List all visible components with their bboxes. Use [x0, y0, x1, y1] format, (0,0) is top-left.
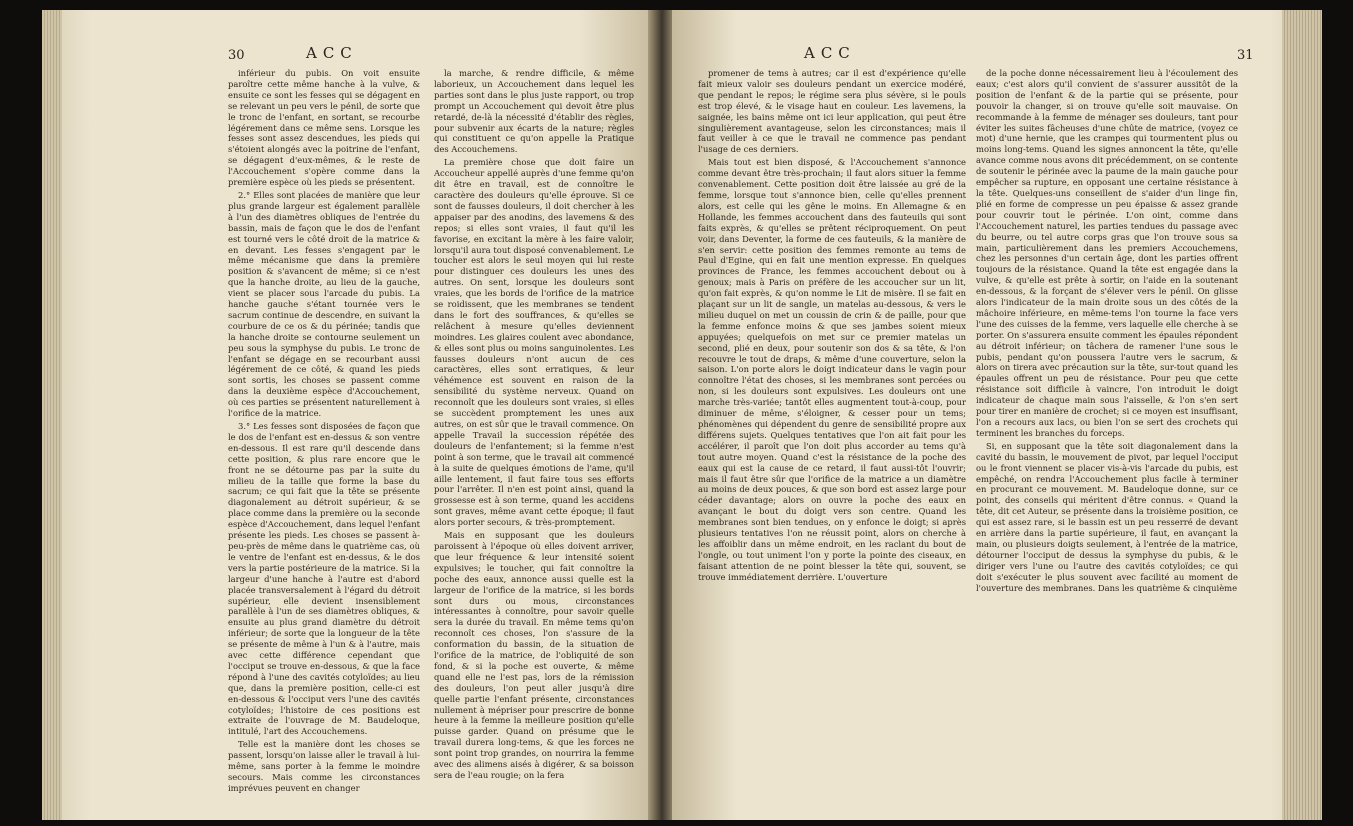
page-edge: [1282, 10, 1322, 820]
paragraph: 3.° Les fesses sont disposées de façon que le dos de l'enfant est en-dessus & son ventre en-dessous. Il est rare qu'il descende dans cette position, & plus rare encore que le front ne se détourne pas par la suite du milieu de la taille que forme la base du sacrum; ce qui fait que la tête se présente diagonalement au détroit supérieur, & se place comme dans la première ou la seconde espèce d'Accouchement, dans lequel l'enfant présente les pieds. Les choses se passent à-peu-près de même dans le quatrième cas, où le ventre de l'enfant est en-dessus, & le dos vers la partie postérieure de la matrice. Si la largeur d'une hanche à l'autre est d'abord placée transversalement à l'égard du détroit supérieur, elle devient insensiblement parallèle à l'un de ses diamètres obliques, & ensuite au plus grand diamètre du détroit inférieur; de sorte que la longueur de la tête se présente de même à l'un & à l'autre, mais avec cette différence cependant que l'occiput se trouve en-dessous, & que la face répond à l'une des cavités cotyloïdes; au lieu que, dans la première position, celle-ci est en-dessous & l'occiput vers l'une des cavités cotyloïdes; l'histoire de ces positions est extraite de l'ouvrage de M. Baudeloque, intitulé, l'art des Accouchemens.: [228, 421, 420, 737]
paragraph: promener de tems à autres; car il est d'expérience qu'elle fait mieux valoir ses douleurs pendant un exercice modéré, que pendant le repos; le régime sera plus sévère, si le pouls est trop élevé, & le visage haut en couleur. Les lavemens, la saignée, les bains même ont ici leur application, qui peut être singulièrement avantageuse, selon les circonstances; mais il faut veiller à ce que le travail ne commence pas pendant l'usage de ces derniers.: [698, 68, 966, 155]
text-column-1: [228, 68, 420, 796]
paragraph: La première chose que doit faire un Accoucheur appellé auprès d'une femme qu'on dit être en travail, est de connoître le caractère des douleurs qu'elle éprouve. Si ce sont de fausses douleurs, il doit chercher à les appaiser par des anodins, des lavemens & des repos; si elles sont vraies, il faut qu'il les favorise, en excitant la mère à les faire valoir, lorsqu'il aura tout disposé convenablement. Le toucher est alors le seul moyen qui lui reste pour distinguer ces douleurs les unes des autres. On sent, lorsque les douleurs sont vraies, que les bords de l'orifice de la matrice se roidissent, que les membranes se tendent dans le fort des souffrances, & qu'elles se relâchent à mesure qu'elles deviennent moindres. Les glaires coulent avec abondance, & elles sont plus ou moins sanguinolentes. Les fausses douleurs n'ont aucun de ces caractères, elles sont erratiques, & leur véhémence est souvent en raison de la sensibilité du système nerveux. Quand on reconnoît que les douleurs sont vraies, si elles se succèdent promptement les unes aux autres, on est sûr que le travail commence. On appelle Travail la succession répétée des douleurs de l'enfantement; si la femme n'est point à son terme, que le travail ait commencé à la suite de quelques émotions de l'ame, qu'il aille lentement, il faut faire tous ses efforts pour l'arrêter. Il n'en est point ainsi, quand la grossesse est à son terme, quand les accidens sont graves, même avant cette époque; il faut alors porter secours, & très-promptement.: [434, 157, 634, 528]
page-edge: [42, 10, 62, 820]
running-head: ACC: [306, 44, 358, 62]
left-page: [42, 10, 652, 820]
paragraph: la marche, & rendre difficile, & même laborieux, un Accouchement dans lequel les parties sont dans le plus juste rapport, ou trop prompt un Accouchement qui devoit être plus retardé, de-là la nécessité d'établir des règles, pour subvenir aux écarts de la nature; règles qui constituent ce qu'on appelle la Pratique des Accouchemens.: [434, 68, 634, 155]
book-spread: [42, 10, 1322, 820]
paragraph: 2.° Elles sont placées de manière que leur plus grande largeur est également parallèle à l'un des diamètres obliques de l'entrée du bassin, mais de façon que le dos de l'enfant est tourné vers le côté droit de la matrice & en devant. Les fesses s'engagent par le même mécanisme que dans la première position & s'avancent de même; si ce n'est que la hanche droite, au lieu de la gauche, vient se placer sous l'arcade du pubis. La hanche gauche s'étant tournée vers le sacrum continue de descendre, en suivant la courbure de ce os & du périnée; tandis que la hanche droite se contourne seulement un peu sous la symphyse du pubis. Le tronc de l'enfant se dégage en se recourbant aussi légérement de ce côté, & quand les pieds sont sortis, les choses se passent comme dans la deuxième espèce d'Accouchement, où ces parties se présentent naturellement à l'orifice de la matrice.: [228, 189, 420, 419]
paragraph: Mais tout est bien disposé, & l'Accouchement s'annonce comme devant être très-prochain; il faut alors situer la femme convenablement. Cette position doit être laissée au gré de la femme, lorsque tout s'annonce bien, celle qu'elles prennent alors, est celle qui les gêne le moins. En Allemagne & en Hollande, les femmes accouchent dans des fauteuils qui sont faits exprès, & qu'elles se prêtent réciproquement. On peut voir, dans Deventer, la forme de ces fauteuils, & la manière de s'en servir: cette position des femmes remonte au tems de Paul d'Egine, qui en fait une mention expresse. En quelques provinces de France, les femmes accouchent debout ou à genoux; mais à Paris on préfère de les accoucher sur un lit, qu'on fait exprès, & qu'on nomme le Lit de misère. Il se fait en plaçant sur un lit de sangle, un matelas au-dessous, & vers le milieu duquel on met un coussin de crin & de paille, pour que la femme enfonce moins & que ses jambes soient mieux appuyées; quelquefois on met sur ce premier matelas un second, plié en deux, pour soutenir son dos & sa tête, & l'on recouvre le tout de draps, & même d'une couverture, selon la saison. L'on porte alors le doigt indicateur dans le vagin pour connoître l'état des choses, si les membranes sont percées ou non, si les douleurs sont expulsives. Les douleurs ont une marche très-variée; tantôt elles augmentent tout-à-coup, pour diminuer de même, s'éloigner, & cesser pour un tems; phénomènes qui dépendent du genre de sensibilité propre aux différens sujets. Quelques tentatives que l'on ait fait pour les accélérer, il paroît que l'on doit plus accorder au tems qu'à tout autre moyen. Quand c'est la résistance de la poche des eaux qui est la cause de ce retard, il faut aussi-tôt l'ouvrir; mais il faut être sûr que l'orifice de la matrice a un diamètre au moins de deux pouces, & que son bord est assez large pour céder davantage; alors on ouvre la poche des eaux en avançant le bout du doigt vers son centre. Quand les membranes sont bien tendues, on y enfonce le doigt; si après plusieurs tentatives l'on ne réussit point, alors on cherche à les affoiblir dans un même endroit, en les raclant du bout de l'ongle, ou tout uniment l'on y porte la pointe des ciseaux, en faisant attention de ne point blesser la tête qui, souvent, se trouve immédiatement derrière. L'ouverture: [698, 157, 966, 582]
page-number: 30: [228, 48, 245, 63]
page-number: 31: [1237, 48, 1254, 63]
text-column-2: [434, 68, 634, 783]
paragraph: Telle est la manière dont les choses se passent, lorsqu'on laisse aller le travail à lui-même, sans porter à la femme le moindre secours. Mais comme les circonstances imprévues peuvent en changer: [228, 739, 420, 793]
paragraph: de la poche donne nécessairement lieu à l'écoulement des eaux; c'est alors qu'il convient de s'assurer aussitôt de la position de l'enfant & de la partie qui se présente, pour pouvoir la changer, si on trouve qu'elle soit mauvaise. On recommande à la femme de ménager ses douleurs, tant pour éviter les suites fâcheuses d'une chûte de matrice, (voyez ce mot) d'une hernie, que les crampes qui tourmentent plus ou moins long-tems. Quand les signes annoncent la tête, qu'elle avance comme nous avons dit précédemment, on se contente de soutenir le périnée avec la paume de la main gauche pour empêcher sa rupture, en opposant une certaine résistance à la tête. Quelques-uns conseillent de s'aider d'un linge fin, plié en forme de compresse un peu épaisse & assez grande pour couvrir tout le périnée. L'on oint, comme dans l'Accouchement naturel, les parties tendues du passage avec du beurre, ou tel autre corps gras que l'on trouve sous sa main, particulièrement dans les premiers Accouchemens, chez les personnes d'un certain âge, dont les parties offrent toujours de la résistance. Quand la tête est engagée dans la vulve, & qu'elle est prête à sortir, on l'aide en la soutenant en-dessous, & la forçant de s'élever vers le pénil. On glisse alors l'indicateur de la main droite sous un des côtés de la mâchoire inférieure, en même-tems l'on tourne la face vers l'une des cuisses de la femme, vers laquelle elle cherche à se porter. On s'assurera ensuite comment les épaules répondent au détroit inférieur; on tâchera de ramener l'une sous le pubis, pendant qu'on poussera l'autre vers le sacrum, & alors on tirera avec précaution sur la tête, sur-tout quand les épaules offrent un peu de résistance. Pour peu que cette résistance soit difficile à vaincre, l'on introduit le doigt indicateur de chaque main sous l'aisselle, & l'on s'en sert pour tirer en manière de crochet; si ce moyen est insuffisant, l'on a recours aux lacs, ou bien l'on se sert des crochets qui terminent les branches du forceps.: [976, 68, 1238, 438]
right-page: [672, 10, 1322, 820]
text-column-1: [698, 68, 966, 585]
paragraph: Mais en supposant que les douleurs paroissent à l'époque où elles doivent arriver, que leur fréquence & leur intensité soient expulsives; le toucher, qui fait connoître la poche des eaux, annonce aussi quelle est la largeur de l'orifice de la matrice, si les bords sont durs ou mous, circonstances intéressantes à connoître, pour savoir quelle sera la durée du travail. En même tems qu'on reconnoît ces choses, l'on s'assure de la conformation du bassin, de la situation de l'orifice de la matrice, de l'obliquité de son fond, & si la poche est ouverte, & même quand elle ne l'est pas, lors de la rémission des douleurs, l'on peut aller jusqu'à dire quelle partie l'enfant présente, circonstances nullement à mépriser pour prescrire de bonne heure à la femme la meilleure position qu'elle puisse garder. Quand on présume que le travail durera long-tems, & que les forces ne sont point trop grandes, on nourrira la femme avec des alimens aisés à digérer, & sa boisson sera de l'eau rougie; on la fera: [434, 530, 634, 780]
paragraph: Si, en supposant que la tête soit diagonalement dans la cavité du bassin, le mouvement de pivot, par lequel l'occiput ou le front viennent se placer vis-à-vis l'arcade du pubis, est empêché, on rendra l'Accouchement plus facile à terminer en procurant ce mouvement. M. Baudeloque donne, sur ce point, des conseils qui méritent d'être connus. « Quand la tête, dit cet Auteur, se présente dans la troisième position, ce qui est assez rare, si le bassin est un peu resserré de devant en arrière dans la partie supérieure, il faut, en avançant la main, ou plusieurs doigts seulement, à l'entrée de la matrice, détourner l'occiput de dessus la symphyse du pubis, & le diriger vers l'une ou l'autre des cavités cotyloïdes; ce qui doit s'exécuter le plus souvent avec facilité au moment de l'ouverture des membranes. Dans les quatrième & cinquième: [976, 440, 1238, 593]
running-head: ACC: [804, 44, 856, 62]
text-column-2: [976, 68, 1238, 596]
paragraph: inférieur du pubis. On voit ensuite paroître cette même hanche à la vulve, & ensuite ce sont les fesses qui se dégagent en se relevant un peu vers le pénil, de sorte que le tronc de l'enfant, en sortant, se recourbe légérement dans ce même sens. Lorsque les fesses sont assez descendues, les pieds qui s'étoient alongés avec la poitrine de l'enfant, se dégagent d'eux-mêmes, & le reste de l'Accouchement s'opère comme dans la première espèce où les pieds se présentent.: [228, 68, 420, 188]
